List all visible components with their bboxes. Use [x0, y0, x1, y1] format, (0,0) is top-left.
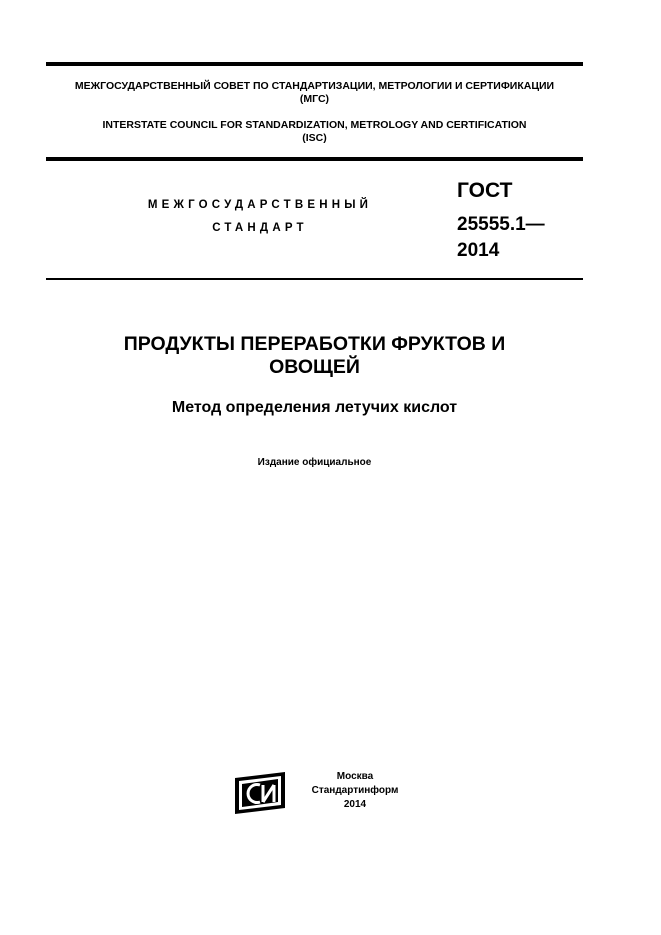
document-title: [46, 333, 583, 379]
gost-year: 2014: [457, 240, 500, 261]
edition-note: Издание официальное: [257, 457, 372, 468]
standartinform-logo-icon: [233, 772, 287, 814]
standard-type-line1: МЕЖГОСУДАРСТВЕННЫЙ: [147, 199, 373, 211]
council-ru: [46, 80, 583, 106]
imprint-city: Москва: [336, 771, 374, 782]
gost-designation: [457, 178, 545, 264]
council-ru-abbr: (МГС): [299, 93, 330, 105]
top-rule: [46, 62, 583, 66]
council-ru-name: МЕЖГОСУДАРСТВЕННЫЙ СОВЕТ ПО СТАНДАРТИЗАЦИИ, МЕТРОЛОГИИ И СЕРТИФИКАЦИИ: [74, 80, 555, 92]
imprint-publisher: Стандартинформ: [311, 785, 399, 796]
council-rule: [46, 157, 583, 161]
title-line1: ПРОДУКТЫ ПЕРЕРАБОТКИ ФРУКТОВ И: [123, 333, 506, 355]
gost-number: 25555.1—: [457, 214, 545, 235]
council-en: [46, 119, 583, 145]
document-subtitle: Метод определения летучих кислот: [171, 399, 458, 416]
standard-type-line2: СТАНДАРТ: [212, 222, 308, 234]
gost-prefix: ГОСТ: [457, 179, 513, 202]
council-en-abbr: (ISC): [302, 132, 327, 144]
imprint: [300, 770, 410, 812]
header-bottom-rule: [46, 278, 583, 280]
imprint-year: 2014: [343, 799, 367, 810]
title-line2: ОВОЩЕЙ: [269, 356, 360, 378]
council-en-name: INTERSTATE COUNCIL FOR STANDARDIZATION, METROLOGY AND CERTIFICATION: [102, 119, 527, 131]
standard-type: [90, 198, 430, 235]
